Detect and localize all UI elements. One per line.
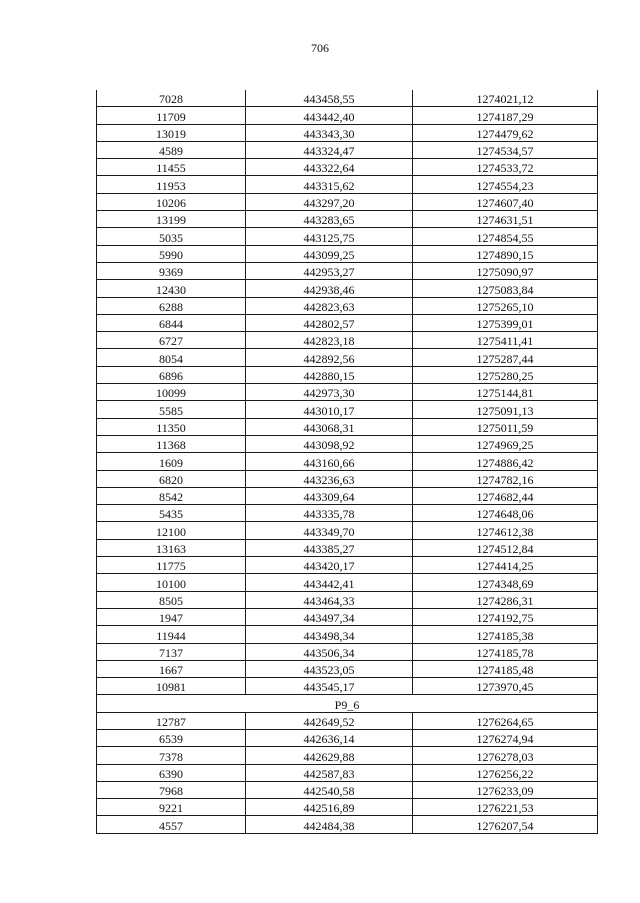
y-coordinate-cell: 1275280,25 (413, 366, 598, 383)
y-coordinate-cell: 1274631,51 (413, 211, 598, 228)
x-coordinate-cell: 442649,52 (246, 712, 413, 729)
x-coordinate-cell: 442823,18 (246, 332, 413, 349)
point-number-cell: 5435 (97, 505, 246, 522)
section-label: P9_6 (97, 695, 598, 712)
table-row (97, 159, 598, 176)
y-coordinate-cell: 1276207,54 (413, 816, 598, 833)
table-row (97, 608, 598, 625)
x-coordinate-cell: 443324,47 (246, 141, 413, 158)
point-number-cell: 1609 (97, 453, 246, 470)
y-coordinate-cell: 1275090,97 (413, 262, 598, 279)
point-number-cell: 5990 (97, 245, 246, 262)
table-row (97, 366, 598, 383)
point-number-cell: 10981 (97, 678, 246, 695)
point-number-cell: 6288 (97, 297, 246, 314)
x-coordinate-cell: 443545,17 (246, 678, 413, 695)
point-number-cell: 6820 (97, 470, 246, 487)
y-coordinate-cell: 1274533,72 (413, 159, 598, 176)
y-coordinate-cell: 1274512,84 (413, 539, 598, 556)
table-row (97, 574, 598, 591)
y-coordinate-cell: 1274187,29 (413, 107, 598, 124)
table-row (97, 418, 598, 435)
point-number-cell: 10206 (97, 193, 246, 210)
table-row (97, 332, 598, 349)
y-coordinate-cell: 1274021,12 (413, 90, 598, 107)
point-number-cell: 11368 (97, 435, 246, 452)
point-number-cell: 7137 (97, 643, 246, 660)
x-coordinate-cell: 443523,05 (246, 660, 413, 677)
y-coordinate-cell: 1276264,65 (413, 712, 598, 729)
x-coordinate-cell: 443506,34 (246, 643, 413, 660)
table-row (97, 781, 598, 798)
y-coordinate-cell: 1274192,75 (413, 608, 598, 625)
x-coordinate-cell: 443349,70 (246, 522, 413, 539)
table-row (97, 505, 598, 522)
table-row (97, 470, 598, 487)
point-number-cell: 7028 (97, 90, 246, 107)
x-coordinate-cell: 443315,62 (246, 176, 413, 193)
section-row (97, 695, 598, 712)
table-row (97, 297, 598, 314)
x-coordinate-cell: 443458,55 (246, 90, 413, 107)
point-number-cell: 12100 (97, 522, 246, 539)
x-coordinate-cell: 442516,89 (246, 799, 413, 816)
y-coordinate-cell: 1276256,22 (413, 764, 598, 781)
page-number: 706 (311, 41, 329, 55)
y-coordinate-cell: 1274185,38 (413, 626, 598, 643)
point-number-cell: 8054 (97, 349, 246, 366)
table-row (97, 660, 598, 677)
x-coordinate-cell: 443322,64 (246, 159, 413, 176)
x-coordinate-cell: 443283,65 (246, 211, 413, 228)
y-coordinate-cell: 1274185,78 (413, 643, 598, 660)
x-coordinate-cell: 442629,88 (246, 747, 413, 764)
x-coordinate-cell: 443464,33 (246, 591, 413, 608)
x-coordinate-cell: 443442,41 (246, 574, 413, 591)
table-row (97, 816, 598, 833)
table-row (97, 107, 598, 124)
x-coordinate-cell: 443297,20 (246, 193, 413, 210)
point-number-cell: 9221 (97, 799, 246, 816)
y-coordinate-cell: 1274682,44 (413, 487, 598, 504)
y-coordinate-cell: 1275144,81 (413, 384, 598, 401)
x-coordinate-cell: 442484,38 (246, 816, 413, 833)
y-coordinate-cell: 1274612,38 (413, 522, 598, 539)
table-row (97, 349, 598, 366)
point-number-cell: 9369 (97, 262, 246, 279)
x-coordinate-cell: 443497,34 (246, 608, 413, 625)
point-number-cell: 10099 (97, 384, 246, 401)
y-coordinate-cell: 1274607,40 (413, 193, 598, 210)
point-number-cell: 12430 (97, 280, 246, 297)
table-row (97, 522, 598, 539)
x-coordinate-cell: 443442,40 (246, 107, 413, 124)
coordinate-table-body (97, 90, 598, 833)
y-coordinate-cell: 1274554,23 (413, 176, 598, 193)
point-number-cell: 1667 (97, 660, 246, 677)
x-coordinate-cell: 443010,17 (246, 401, 413, 418)
point-number-cell: 13019 (97, 124, 246, 141)
point-number-cell: 1947 (97, 608, 246, 625)
y-coordinate-cell: 1274414,25 (413, 557, 598, 574)
x-coordinate-cell: 443498,34 (246, 626, 413, 643)
x-coordinate-cell: 443420,17 (246, 557, 413, 574)
point-number-cell: 11709 (97, 107, 246, 124)
y-coordinate-cell: 1274479,62 (413, 124, 598, 141)
point-number-cell: 7378 (97, 747, 246, 764)
x-coordinate-cell: 442587,83 (246, 764, 413, 781)
point-number-cell: 11350 (97, 418, 246, 435)
x-coordinate-cell: 443335,78 (246, 505, 413, 522)
y-coordinate-cell: 1274648,06 (413, 505, 598, 522)
x-coordinate-cell: 442880,15 (246, 366, 413, 383)
point-number-cell: 7968 (97, 781, 246, 798)
x-coordinate-cell: 443125,75 (246, 228, 413, 245)
table-row (97, 245, 598, 262)
table-row (97, 176, 598, 193)
point-number-cell: 8505 (97, 591, 246, 608)
x-coordinate-cell: 443309,64 (246, 487, 413, 504)
point-number-cell: 6539 (97, 729, 246, 746)
point-number-cell: 11455 (97, 159, 246, 176)
x-coordinate-cell: 442973,30 (246, 384, 413, 401)
x-coordinate-cell: 443068,31 (246, 418, 413, 435)
point-number-cell: 8542 (97, 487, 246, 504)
x-coordinate-cell: 442823,63 (246, 297, 413, 314)
y-coordinate-cell: 1274886,42 (413, 453, 598, 470)
y-coordinate-cell: 1275287,44 (413, 349, 598, 366)
point-number-cell: 6896 (97, 366, 246, 383)
x-coordinate-cell: 443343,30 (246, 124, 413, 141)
table-row (97, 90, 598, 107)
x-coordinate-cell: 443385,27 (246, 539, 413, 556)
y-coordinate-cell: 1275091,13 (413, 401, 598, 418)
table-row (97, 435, 598, 452)
table-row (97, 228, 598, 245)
y-coordinate-cell: 1274854,55 (413, 228, 598, 245)
x-coordinate-cell: 443160,66 (246, 453, 413, 470)
y-coordinate-cell: 1276274,94 (413, 729, 598, 746)
x-coordinate-cell: 443099,25 (246, 245, 413, 262)
point-number-cell: 11953 (97, 176, 246, 193)
y-coordinate-cell: 1274348,69 (413, 574, 598, 591)
y-coordinate-cell: 1275411,41 (413, 332, 598, 349)
table-row (97, 401, 598, 418)
table-row (97, 712, 598, 729)
table-row (97, 764, 598, 781)
y-coordinate-cell: 1276221,53 (413, 799, 598, 816)
y-coordinate-cell: 1275399,01 (413, 314, 598, 331)
y-coordinate-cell: 1274286,31 (413, 591, 598, 608)
y-coordinate-cell: 1274534,57 (413, 141, 598, 158)
x-coordinate-cell: 443236,63 (246, 470, 413, 487)
table-row (97, 487, 598, 504)
x-coordinate-cell: 442802,57 (246, 314, 413, 331)
point-number-cell: 4557 (97, 816, 246, 833)
point-number-cell: 5035 (97, 228, 246, 245)
table-row (97, 557, 598, 574)
table-row (97, 384, 598, 401)
point-number-cell: 13199 (97, 211, 246, 228)
y-coordinate-cell: 1276233,09 (413, 781, 598, 798)
x-coordinate-cell: 442892,56 (246, 349, 413, 366)
table-row (97, 591, 598, 608)
table-row (97, 678, 598, 695)
y-coordinate-cell: 1273970,45 (413, 678, 598, 695)
point-number-cell: 11944 (97, 626, 246, 643)
point-number-cell: 12787 (97, 712, 246, 729)
table-row (97, 539, 598, 556)
point-number-cell: 6390 (97, 764, 246, 781)
table-row (97, 211, 598, 228)
table-row (97, 729, 598, 746)
y-coordinate-cell: 1274890,15 (413, 245, 598, 262)
y-coordinate-cell: 1274969,25 (413, 435, 598, 452)
table-row (97, 747, 598, 764)
table-row (97, 314, 598, 331)
point-number-cell: 13163 (97, 539, 246, 556)
table-row (97, 262, 598, 279)
y-coordinate-cell: 1275265,10 (413, 297, 598, 314)
y-coordinate-cell: 1274782,16 (413, 470, 598, 487)
table-row (97, 626, 598, 643)
table-row (97, 193, 598, 210)
table-row (97, 280, 598, 297)
table-row (97, 124, 598, 141)
y-coordinate-cell: 1275011,59 (413, 418, 598, 435)
table-row (97, 141, 598, 158)
point-number-cell: 5585 (97, 401, 246, 418)
x-coordinate-cell: 442540,58 (246, 781, 413, 798)
y-coordinate-cell: 1276278,03 (413, 747, 598, 764)
table-row (97, 643, 598, 660)
point-number-cell: 6844 (97, 314, 246, 331)
table-row (97, 453, 598, 470)
point-number-cell: 10100 (97, 574, 246, 591)
table-row (97, 799, 598, 816)
point-number-cell: 11775 (97, 557, 246, 574)
x-coordinate-cell: 442953,27 (246, 262, 413, 279)
point-number-cell: 6727 (97, 332, 246, 349)
y-coordinate-cell: 1275083,84 (413, 280, 598, 297)
y-coordinate-cell: 1274185,48 (413, 660, 598, 677)
x-coordinate-cell: 442636,14 (246, 729, 413, 746)
coordinate-table (96, 90, 598, 834)
point-number-cell: 4589 (97, 141, 246, 158)
x-coordinate-cell: 443098,92 (246, 435, 413, 452)
x-coordinate-cell: 442938,46 (246, 280, 413, 297)
